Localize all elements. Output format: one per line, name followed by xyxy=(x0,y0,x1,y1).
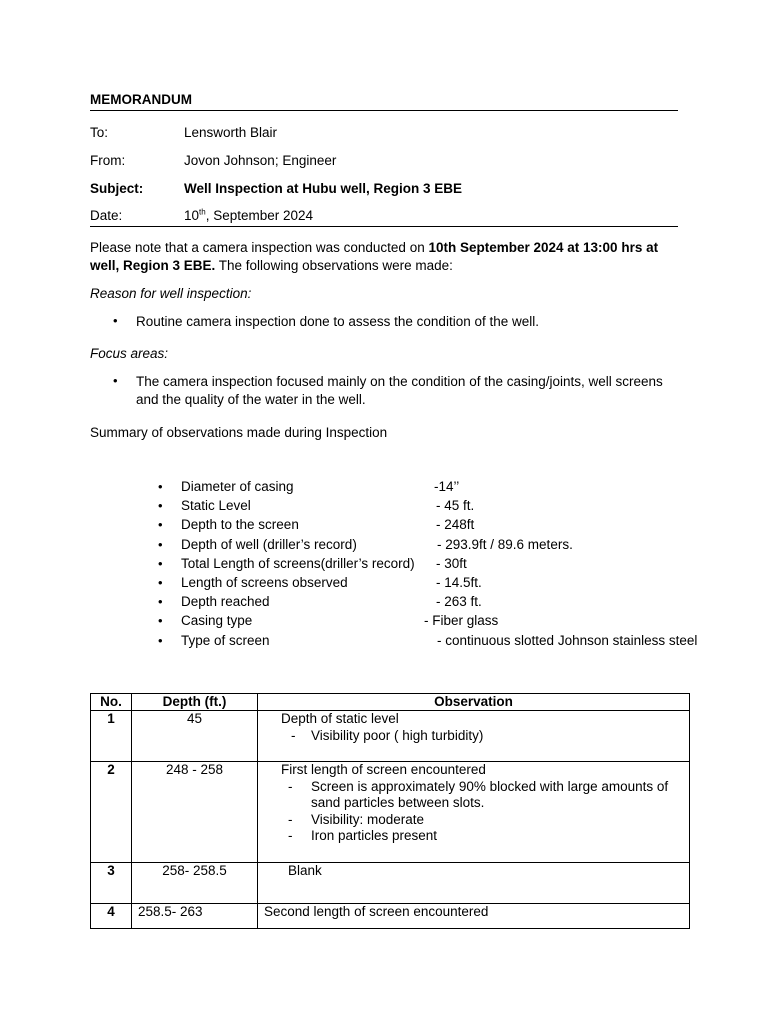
observation-item: - Visibility poor ( high turbidity) xyxy=(291,727,484,743)
summary-item-label: Depth to the screen xyxy=(181,517,299,533)
intro-text-bold: 10th September 2024 at 13:00 hrs at well, Region 3 EBE. xyxy=(90,240,659,273)
reason-heading: Reason for well inspection: xyxy=(90,286,252,301)
row-depth: 258- 258.5 xyxy=(132,863,258,904)
table-row xyxy=(91,711,690,762)
memo-title: MEMORANDUM xyxy=(90,92,192,107)
bullet-icon: • xyxy=(158,536,163,552)
summary-item-value: - 263 ft. xyxy=(436,594,482,610)
reason-bullet-text: Routine camera inspection done to assess the condition of the well. xyxy=(136,314,539,329)
to-label: To: xyxy=(90,125,109,140)
summary-item-value: - 45 ft. xyxy=(436,498,475,514)
summary-item-value: - continuous slotted Johnson stainless steel xyxy=(437,632,698,648)
summary-heading: Summary of observations made during Inspection xyxy=(90,425,388,440)
bullet-icon: • xyxy=(113,313,118,328)
date-day: 10 xyxy=(184,208,200,223)
bullet-icon: • xyxy=(158,479,163,494)
bullet-icon: • xyxy=(158,574,163,590)
observation-title: Depth of static level xyxy=(281,711,399,726)
subject-value: Well Inspection at Hubu well, Region 3 EBE xyxy=(184,181,463,196)
observation-item: - Visibility: moderate xyxy=(288,811,425,827)
row-observation xyxy=(258,904,690,929)
summary-item xyxy=(158,498,688,517)
date-rest: , September 2024 xyxy=(205,208,314,223)
summary-item-label: Casing type xyxy=(181,613,253,629)
summary-item xyxy=(158,537,688,556)
header-depth: Depth (ft.) xyxy=(132,694,258,711)
summary-item-label: Depth reached xyxy=(181,594,270,610)
summary-item-value: -14’’ xyxy=(434,479,460,494)
summary-item-value: - 293.9ft / 89.6 meters. xyxy=(437,536,573,552)
date-ordinal: th xyxy=(199,207,206,217)
row-no: 3 xyxy=(91,863,132,904)
summary-item xyxy=(158,613,688,632)
summary-item-label: Total Length of screens(driller’s record) xyxy=(181,555,415,571)
bullet-icon: • xyxy=(158,517,163,533)
bullet-icon: • xyxy=(113,373,118,388)
row-no: 2 xyxy=(91,762,132,863)
observation-table xyxy=(90,693,690,929)
row-observation xyxy=(258,711,690,762)
summary-item-label: Length of screens observed xyxy=(181,574,348,590)
observation-title: First length of screen encountered xyxy=(281,762,486,777)
row-no: 1 xyxy=(91,711,132,762)
row-depth: 248 - 258 xyxy=(132,762,258,863)
intro-paragraph xyxy=(90,239,680,275)
summary-item xyxy=(158,556,688,575)
summary-item xyxy=(158,517,688,536)
header-top-rule xyxy=(90,110,678,111)
observation-item: - Iron particles present xyxy=(288,828,438,843)
row-observation xyxy=(258,762,690,863)
from-value: Jovon Johnson; Engineer xyxy=(184,153,337,168)
row-no: 4 xyxy=(91,904,132,929)
header-bottom-rule xyxy=(90,226,678,227)
bullet-icon: • xyxy=(158,613,163,629)
summary-item xyxy=(158,575,688,594)
bullet-icon: • xyxy=(158,632,163,648)
row-depth: 258.5- 263 xyxy=(132,904,258,929)
summary-item xyxy=(158,632,698,652)
date-label: Date: xyxy=(90,208,123,223)
row-depth: 45 xyxy=(132,711,258,762)
focus-bullet-text: The camera inspection focused mainly on the condition of the casing/joints, well screens and the quality of the water in the well. xyxy=(136,374,663,407)
summary-item-label: Diameter of casing xyxy=(181,479,294,494)
header-observation: Observation xyxy=(258,694,690,711)
row-observation xyxy=(258,863,690,904)
summary-list xyxy=(158,479,698,652)
summary-item xyxy=(158,594,688,613)
date-value xyxy=(184,208,313,223)
summary-item-value: - 30ft xyxy=(436,555,467,571)
bullet-icon: • xyxy=(158,555,163,571)
summary-item-label: Depth of well (driller’s record) xyxy=(181,536,357,552)
table-header-row xyxy=(91,694,690,711)
summary-item-label: Type of screen xyxy=(181,632,270,648)
observation-title: Blank xyxy=(288,863,322,878)
summary-item-value: - 248ft xyxy=(436,517,475,533)
focus-heading: Focus areas: xyxy=(90,346,169,361)
table-row xyxy=(91,904,690,929)
summary-item-label: Static Level xyxy=(181,498,251,514)
summary-item xyxy=(158,479,688,498)
bullet-icon: • xyxy=(158,594,163,610)
from-label: From: xyxy=(90,153,126,168)
observation-title: Second length of screen encountered xyxy=(264,904,489,919)
observation-item: - Screen is approximately 90% blocked with large amounts of sand particles between slots. xyxy=(288,778,669,810)
intro-text-2: The following observations were made: xyxy=(215,258,453,273)
table-row xyxy=(91,863,690,904)
table-row xyxy=(91,762,690,863)
intro-text-1: Please note that a camera inspection was conducted on xyxy=(90,240,429,255)
summary-item-value: - Fiber glass xyxy=(424,613,499,629)
subject-label: Subject: xyxy=(90,181,144,196)
summary-item-value: - 14.5ft. xyxy=(436,574,482,590)
bullet-icon: • xyxy=(158,498,163,514)
to-value: Lensworth Blair xyxy=(184,125,278,140)
header-no: No. xyxy=(91,694,132,711)
